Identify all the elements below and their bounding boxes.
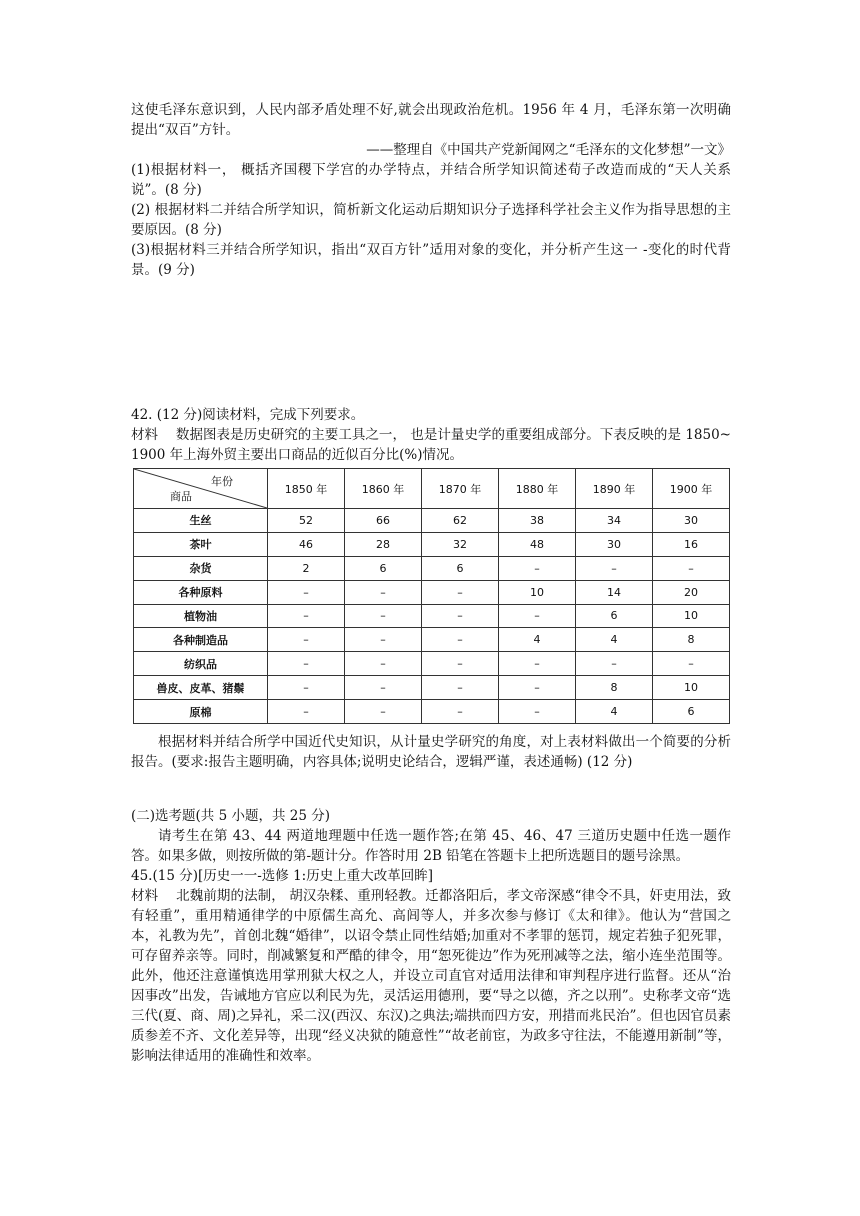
table-cell: 30 bbox=[653, 509, 730, 533]
table-cell: 6 bbox=[422, 556, 499, 580]
item-name: 各种制造品 bbox=[134, 628, 268, 652]
table-cell: – bbox=[576, 556, 653, 580]
question-42-prompt: 根据材料并结合所学中国近代史知识，从计量史学研究的角度，对上表材料做出一个简要的分析报告。(要求:报告主题明确，内容具体;说明史论结合，逻辑严谨，表述通畅) (12 分) bbox=[131, 734, 731, 770]
table-cell: – bbox=[499, 676, 576, 700]
table-cell: 6 bbox=[653, 700, 730, 724]
year-header: 1860 年 bbox=[345, 469, 422, 509]
table-cell: – bbox=[345, 676, 422, 700]
table-row bbox=[134, 628, 730, 652]
item-name: 各种原料 bbox=[134, 580, 268, 604]
table-cell: – bbox=[268, 652, 345, 676]
elective-instructions: 请考生在第 43、44 两道地理题中任选一题作答;在第 45、46、47 三道历史题中任选一题作答。如果多做，则按所做的第-题计分。作答时用 2B 铅笔在答题卡上把所选题目的题号涂黑。 bbox=[131, 828, 731, 864]
table-row bbox=[134, 532, 730, 556]
table-cell: – bbox=[422, 580, 499, 604]
table-row bbox=[134, 604, 730, 628]
corner-label-year: 年份 bbox=[211, 475, 233, 488]
table-cell: 28 bbox=[345, 532, 422, 556]
table-cell: – bbox=[499, 652, 576, 676]
year-header: 1890 年 bbox=[576, 469, 653, 509]
elective-heading: (二)选考题(共 5 小题，共 25 分) bbox=[131, 808, 330, 824]
table-cell: 6 bbox=[576, 604, 653, 628]
item-name: 植物油 bbox=[134, 604, 268, 628]
table-cell: – bbox=[268, 604, 345, 628]
table-cell: – bbox=[422, 700, 499, 724]
table-cell: 8 bbox=[576, 676, 653, 700]
year-header: 1870 年 bbox=[422, 469, 499, 509]
table-cell: – bbox=[499, 700, 576, 724]
table-cell: – bbox=[499, 556, 576, 580]
table-row bbox=[134, 509, 730, 533]
corner-label-item: 商品 bbox=[170, 490, 192, 503]
table-row bbox=[134, 700, 730, 724]
table-cell: – bbox=[653, 556, 730, 580]
table-cell: 48 bbox=[499, 532, 576, 556]
question-42-material: 材料 数据图表是历史研究的主要工具之一， 也是计量史学的重要组成部分。下表反映的是 1850~ 1900 年上海外贸主要出口商品的近似百分比(%)情况。 bbox=[131, 427, 731, 463]
diagonal-line bbox=[134, 469, 267, 508]
item-name: 生丝 bbox=[134, 509, 268, 533]
table-row bbox=[134, 556, 730, 580]
passage-text: 这使毛泽东意识到，人民内部矛盾处理不好,就会出现政治危机。1956 年 4 月，毛泽东第一次明确提出“双百”方针。 bbox=[131, 102, 731, 138]
elective-section bbox=[131, 806, 731, 1066]
question-42-heading: 42. (12 分)阅读材料，完成下列要求。 bbox=[131, 407, 365, 423]
table-corner-cell bbox=[134, 469, 268, 509]
table-header-row bbox=[134, 469, 730, 509]
table-cell: 62 bbox=[422, 509, 499, 533]
item-name: 原棉 bbox=[134, 700, 268, 724]
table-cell: – bbox=[268, 628, 345, 652]
table-row bbox=[134, 676, 730, 700]
table-cell: 14 bbox=[576, 580, 653, 604]
table-cell: 6 bbox=[345, 556, 422, 580]
table-cell: 34 bbox=[576, 509, 653, 533]
question-3: (3)根据材料三并结合所学知识，指出“双百方针”适用对象的变化，并分析产生这一 -变化的时代背景。(9 分) bbox=[131, 242, 731, 278]
question-45-material: 材料 北魏前期的法制， 胡汉杂糅、重刑轻教。迁都洛阳后，孝文帝深感“律令不具，奸吏用法，致有轻重”，重用精通律学的中原儒生高允、高闾等人，并多次参与修订《太和律》。他认为“营国之本，礼教为先”，首创北魏“婚律”，以诏令禁止同性结婚;加重对不孝罪的惩罚，规定若独子犯死罪，可存留养亲等。同时，削减繁复和严酷的律令，用“恕死徙边”作为死刑减等之法，缩小连坐范围等。此外，他还注意谨慎选用掌刑狱大权之人，并设立司直官对适用法律和审判程序进行监督。还从“治因事改”出发，告诫地方官应以利民为先，灵活运用德刑，要“导之以德，齐之以刑”。史称孝文帝“选三代(夏、商、周)之异礼，采二汉(西汉、东汉)之典法;端拱而四方安，刑措而兆民治”。但也因官员素质参差不齐、文化差异等，出现“经义决狱的随意性”“故老前宦，为政多守往法，不能遵用新制”等，影响法律适用的准确性和效率。 bbox=[131, 888, 731, 1064]
year-header: 1900 年 bbox=[653, 469, 730, 509]
table-cell: 10 bbox=[653, 676, 730, 700]
table-cell: 32 bbox=[422, 532, 499, 556]
year-header: 1880 年 bbox=[499, 469, 576, 509]
table-cell: 20 bbox=[653, 580, 730, 604]
export-share-table bbox=[133, 468, 730, 724]
table-cell: 4 bbox=[576, 628, 653, 652]
table-row bbox=[134, 652, 730, 676]
table-row bbox=[134, 580, 730, 604]
passage-continuation bbox=[131, 100, 731, 280]
table-cell: – bbox=[268, 580, 345, 604]
table-cell: – bbox=[499, 604, 576, 628]
table-cell: – bbox=[268, 676, 345, 700]
table-cell: 10 bbox=[653, 604, 730, 628]
table-cell: – bbox=[345, 652, 422, 676]
table-cell: – bbox=[422, 676, 499, 700]
question-42-prompt-block bbox=[131, 732, 731, 772]
table-cell: – bbox=[422, 628, 499, 652]
table-cell: – bbox=[345, 580, 422, 604]
item-name: 兽皮、皮革、猪鬃 bbox=[134, 676, 268, 700]
table-cell: 66 bbox=[345, 509, 422, 533]
item-name: 杂货 bbox=[134, 556, 268, 580]
item-name: 茶叶 bbox=[134, 532, 268, 556]
table-cell: 38 bbox=[499, 509, 576, 533]
question-45-heading: 45.(15 分)[历史一一-选修 1:历史上重大改革回眸] bbox=[131, 868, 433, 884]
table-cell: – bbox=[422, 604, 499, 628]
table-cell: – bbox=[345, 604, 422, 628]
table-cell: 4 bbox=[499, 628, 576, 652]
table-cell: 52 bbox=[268, 509, 345, 533]
table-cell: 30 bbox=[576, 532, 653, 556]
table-cell: 10 bbox=[499, 580, 576, 604]
table-cell: 8 bbox=[653, 628, 730, 652]
item-name: 纺织品 bbox=[134, 652, 268, 676]
table-cell: – bbox=[576, 652, 653, 676]
table-cell: 2 bbox=[268, 556, 345, 580]
table-cell: – bbox=[653, 652, 730, 676]
table-cell: – bbox=[345, 628, 422, 652]
table-cell: – bbox=[268, 700, 345, 724]
year-header: 1850 年 bbox=[268, 469, 345, 509]
question-2: (2) 根据材料二并结合所学知识，简析新文化运动后期知识分子选择科学社会主义作为指导思想的主要原因。(8 分) bbox=[131, 202, 731, 238]
source-citation: ——整理自《中国共产党新闻网之“毛泽东的文化梦想”一文》 bbox=[366, 142, 731, 158]
table-cell: 46 bbox=[268, 532, 345, 556]
question-1: (1)根据材料一， 概括齐国稷下学宫的办学特点，并结合所学知识简述荀子改造而成的“天人关系说”。(8 分) bbox=[131, 162, 731, 198]
table-cell: – bbox=[345, 700, 422, 724]
table-cell: 4 bbox=[576, 700, 653, 724]
question-42 bbox=[131, 405, 731, 465]
table-cell: 16 bbox=[653, 532, 730, 556]
table-cell: – bbox=[422, 652, 499, 676]
